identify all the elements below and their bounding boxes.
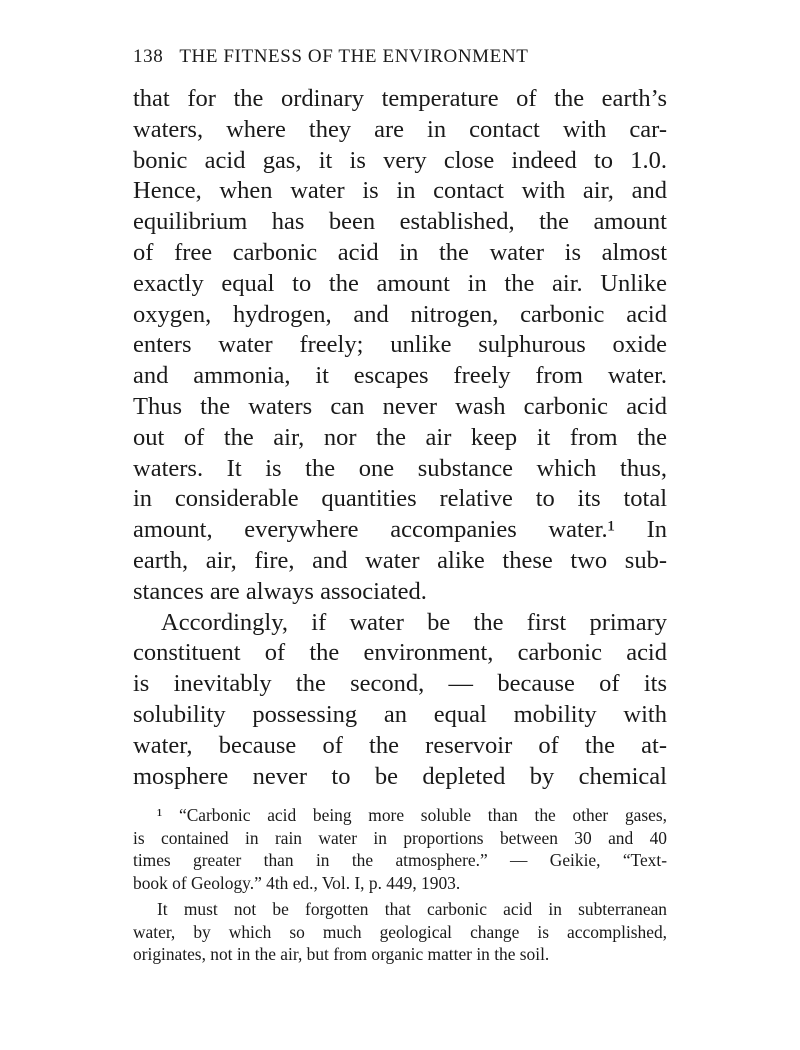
body-line: Accordingly, if water be the first primary — [161, 608, 667, 636]
footnote-line: book of Geology.” 4th ed., Vol. I, p. 449, 1903. — [133, 872, 461, 893]
footnote-continuation — [133, 898, 667, 966]
body-line: Hence, when water is in contact with air, and — [133, 177, 667, 205]
body-line: amount, everywhere accompanies water.¹ In — [133, 516, 667, 544]
body-line: Thus the waters can never wash carbonic acid — [133, 392, 667, 420]
footnote-1 — [133, 804, 667, 894]
body-line: out of the air, nor the air keep it from the — [133, 423, 667, 451]
book-page — [133, 44, 667, 966]
body-line: bonic acid gas, it is very close indeed to 1.0. — [133, 146, 667, 174]
footnotes — [133, 804, 667, 966]
body-line: oxygen, hydrogen, and nitrogen, carbonic acid — [133, 300, 667, 328]
body-line: in considerable quantities relative to its total — [133, 485, 667, 513]
body-line: earth, air, fire, and water alike these two sub- — [133, 546, 667, 574]
body-line: constituent of the environment, carbonic acid — [133, 639, 667, 667]
body-line: waters. It is the one substance which thus, — [133, 454, 667, 482]
body-line: of free carbonic acid in the water is almost — [133, 238, 667, 266]
body-line: enters water freely; unlike sulphurous oxide — [133, 331, 667, 359]
body-line: stances are always associated. — [133, 577, 427, 605]
footnote-line: water, by which so much geological change is accomplished, — [133, 921, 667, 942]
body-line: and ammonia, it escapes freely from water. — [133, 362, 667, 390]
footnote-line: originates, not in the air, but from organic matter in the soil. — [133, 944, 550, 965]
body-line: waters, where they are in contact with car- — [133, 115, 667, 143]
body-line: mosphere never to be depleted by chemical — [133, 762, 667, 790]
body-line: is inevitably the second, — because of its — [133, 670, 667, 698]
body-line: solubility possessing an equal mobility with — [133, 700, 667, 728]
body-line: water, because of the reservoir of the at- — [133, 731, 667, 759]
body-line: equilibrium has been established, the amount — [133, 208, 667, 236]
page-number: 138 — [133, 46, 164, 67]
running-head — [133, 44, 667, 70]
footnote-line: It must not be forgotten that carbonic acid in subterranean — [157, 899, 667, 920]
body-line: that for the ordinary temperature of the earth’s — [133, 85, 667, 112]
body-text — [133, 84, 667, 792]
footnote-line: ¹ “Carbonic acid being more soluble than the other gases, — [157, 805, 667, 826]
footnote-line: times greater than in the atmosphere.” — Geikie, “Text- — [133, 850, 667, 871]
footnote-line: is contained in rain water in proportions between 30 and 40 — [133, 827, 667, 848]
body-line: exactly equal to the amount in the air. Unlike — [133, 269, 667, 297]
running-title: THE FITNESS OF THE ENVIRONMENT — [179, 46, 529, 67]
